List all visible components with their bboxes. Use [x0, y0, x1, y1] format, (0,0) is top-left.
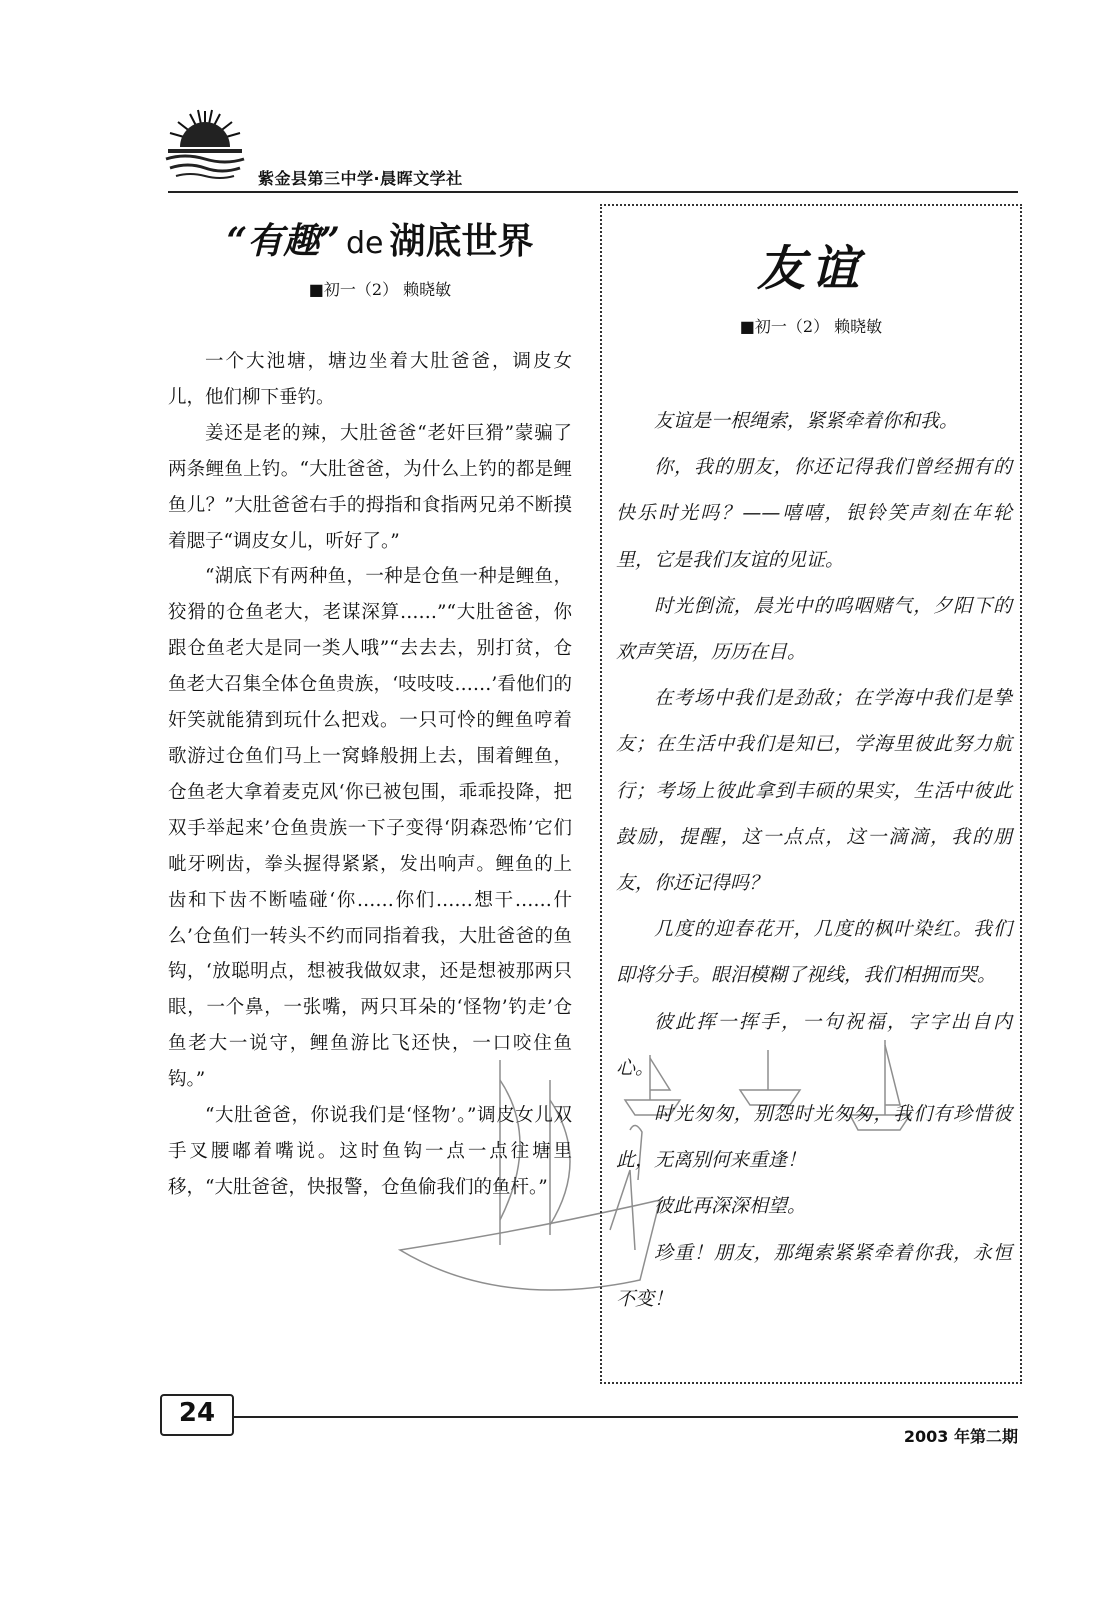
left-title-main: 湖底世界: [389, 221, 534, 262]
paragraph: 一个大池塘，塘边坐着大肚爸爸，调皮女儿，他们柳下垂钓。: [168, 351, 572, 408]
paragraph: “湖底下有两种鱼，一种是仓鱼一种是鲤鱼，狡猾的仓鱼老大，老谋深算……”“大肚爸爸，你跟仓鱼老大是同一类人哦”“去去去，别打贫，仓鱼老大召集全体仓鱼贵族，‘吱吱吱……’看他们的奸笑就能猜到玩什么把戏。一只可怜的鲤鱼哼着歌游过仓鱼们马上一窝蜂般拥上去，围着鲤鱼，仓鱼老大拿着麦克风‘你已被包围，乖乖投降，把双手举起来’仓鱼贵族一下子变得‘阴森恐怖’它们呲牙咧齿，拳头握得紧紧，发出响声。鲤鱼的上齿和下齿不断嗑碰‘你……你们……想干……什么’仓鱼们一转头不约而同指着我，大肚爸爸的鱼钩，‘放聪明点，想被我做奴隶，还是想被那两只眼，一个鼻，一张嘴，两只耳朵的‘怪物’钓走’仓鱼老大一说守，鲤鱼游比飞还快，一口咬住鱼钩。”: [168, 566, 572, 1091]
left-title-quoted: “有趣”: [226, 220, 340, 262]
paragraph: 你，我的朋友，你还记得我们曾经拥有的快乐时光吗？——嘻嘻，银铃笑声刻在年轮里，它是我们友谊的见证。: [616, 456, 1012, 571]
paragraph: “大肚爸爸，你说我们是‘怪物’。”调皮女儿双手叉腰嘟着嘴说。这时鱼钩一点一点往塘里移，“大肚爸爸，快报警，仓鱼偷我们的鱼杆。”: [168, 1105, 572, 1198]
literary-club-logo: [160, 105, 250, 185]
left-article-byline: ■初一（2） 赖晓敏: [308, 280, 452, 299]
right-article-title: 友谊: [756, 241, 865, 297]
header-divider: [168, 191, 1018, 193]
paragraph: 彼此再深深相望。: [654, 1195, 807, 1218]
right-article-byline: ■初一（2） 赖晓敏: [739, 317, 883, 336]
header-title: 紫金县第三中学·晨晖文学社: [258, 169, 463, 188]
left-title-de: de: [345, 226, 384, 261]
paragraph: 在考场中我们是劲敌；在学海中我们是挚友；在生活中我们是知已，学海里彼此努力航行；考场上彼此拿到丰硕的果实，生活中彼此鼓励，提醒，这一点点，这一滴滴，我的朋友，你还记得吗？: [616, 687, 1012, 895]
paragraph: 姜还是老的辣，大肚爸爸“老奸巨猾”蒙骗了两条鲤鱼上钓。“大肚爸爸，为什么上钓的都是鲤鱼儿？”大肚爸爸右手的拇指和食指两兄弟不断摸着腮子“调皮女儿，听好了。”: [168, 422, 572, 552]
left-article-title: [160, 213, 600, 264]
paragraph: 彼此挥一挥手，一句祝福，字字出自内心。: [616, 1010, 1012, 1079]
issue-label: 2003 年第二期: [903, 1427, 1018, 1446]
right-article-body: [616, 398, 1012, 1322]
paragraph: 友谊是一根绳索，紧紧牵着你和我。: [654, 410, 959, 432]
paragraph: 时光匆匆，别怨时光匆匆，我们有珍惜彼此，无离别何来重逢！: [616, 1103, 1012, 1172]
paragraph: 几度的迎春花开，几度的枫叶染红。我们即将分手。眼泪模糊了视线，我们相拥而哭。: [616, 918, 1012, 987]
footer-divider: [234, 1416, 1018, 1418]
page-number: 24: [178, 1398, 216, 1428]
paragraph: 时光倒流，晨光中的呜咽赌气，夕阳下的欢声笑语，历历在目。: [616, 594, 1012, 664]
paragraph: 珍重！朋友，那绳索紧紧牵着你我，永恒不变！: [616, 1241, 1012, 1310]
